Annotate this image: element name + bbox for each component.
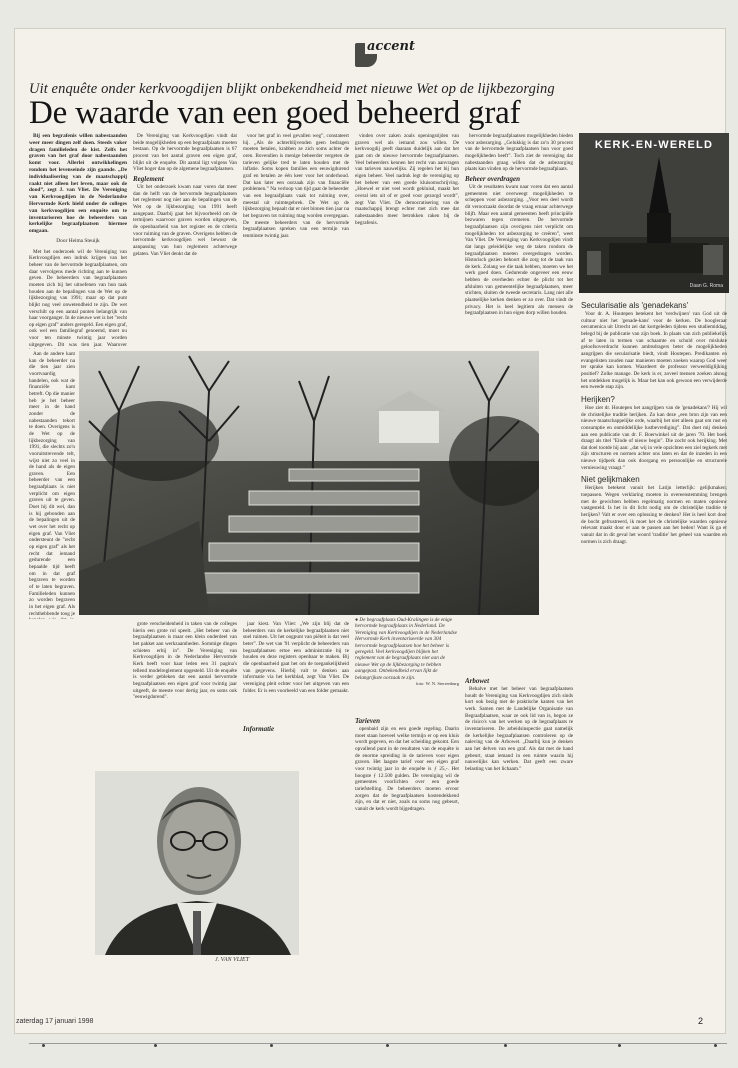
cemetery-photo (79, 351, 539, 615)
footer-date: zaterdag 17 januari 1998 (16, 1018, 94, 1025)
mid-column-3-text-a: jaar kiest. Van Vliet: „We zijn blij dat de beheerders van de kerkelijke begraafplaatsen niet snel ruimen. Uit het oogpunt van piëteit is dat veel beter”. De wet van '91 verplicht de beheerders van begraafplaatsen ertoe een administratie bij te houden en deze registers openbaar te maken. Bij die openbaarheid gaat het om de toegankelijkheid van gegevens. Hierbij valt te denken aan informatie via het kerkblad, zegt Van Vliet. De vereniging pleit echter voor het uitgeven van een folder. Er is een voorbeeld van een folder gemaakt. (243, 621, 349, 694)
sidebar-text-2: Hoe ziet dr. Houtepen het aangrijpen van de 'genadekans'? Hij wil de christelijke traditie herijken. Zo kan deze „een bron zijn van een nieuwe maatschappelijke orde, waarbij het niet alleen gaat om rust en consumptie en onmiddellijke lustbevrediging”. Dat doet mij denken aan een publicatie van dr. F. Boerwinkel uit de jaren '70. Het boek draagt als titel "Einde of nieuw begin". Die zocht ook herijking. Met dat doel tootde hij aan: „dat wij in vele opzichten een ziel tegkerk met zijn structuren en normen achter ons laten en dat de inzeden in een nieuwe tijdperk dan ook doorgang en persoonlijke en structurele vernieuwing vraagt.” (581, 404, 727, 471)
section-logo-text: accent (367, 39, 415, 54)
column-2-text-b: Uit het onderzoek kwam naar voren dat meer dan de helft van de hervormde begraafplaatsen het reglement nog niet aan de bepalingen van de Wet op de lijkbezorging van 1991 heeft aangepast. Daarbij gaat het bijvoorbeeld om de termijnen waarvoor graven worden uitgegeven, de openbaarheid van het register en de criteria voor ruiming van de graven. Overigens hebben de hervormde kerkvoogdijen wel bewust de aanpassing van hun reglement achterwege gelaten. Van Vliet denkt dat de (133, 183, 237, 257)
mid-column-4-text: openbaid zijn en een goede regeling. Daarin moet staan hoeveel welke termijn er op een kluis wordt gegeven, en dat het scheiding gekomt. Een opvallend punt in de resultaten van de enquête is de enorme spreiding in de tarieven voor eigen graven. Het laagste tarief voor een eigen graf voor twintig jaar in de enquête is ƒ 25,-. Het hoogste ƒ 12.500 gulden. De vereniging wil de gemeentes voorlichten over een goede tariefstelling. De beheerders moeten ervoor zorgen dat de begraafplaatsen kostendekkend zijn, en dat er niet, zoals nu soms nog gebeurt, vanuit de kerk wordt bijgedragen. (355, 726, 459, 812)
column-4-text: vinden over zaken zoals openingstijden van graven wel als iemand zou willen. De kerkvoogdij geeft daaraan duidelijk aan dat het gaat om de nieuwe hervormde begraafplaatsen. Veel beheerders kennen het recht van aanvragen van tarieven nauwelijks. Zij regelen het bij hun eigen beheer. Veel nadruk legt de vereniging op het beheer van een goede kluisomschrijving. „Hoewel er niet veel wordt gekluisd, maakt het overal iets uit of er goed voor gezorgd wordt”, zegt Van Vliet. De democratisering van de maatschappij brengt echter met zich mee dat nabestaanden meer betrokken raken bij de begrafenis. (355, 133, 459, 226)
column-5-text: hervormde begraafplaatsen mogelijkheden bieden voor asbezorging. „Gelukkig is dat zo'n 30 procent van de hervormde begraafplaatsen hun voor goed mogelijkheden heeft”. Toch ziet de vereniging dat nabestaanden graag willen dat de asbezorging plaats kan vinden op de hervormde begraafplaats. (465, 133, 573, 173)
column-1-continued (29, 351, 75, 619)
church-illustration (579, 133, 729, 293)
column-2 (133, 133, 237, 349)
column-5-text-b: Uit de resultaten kwam naar voren dat een aantal gemeenten niet overweegt mogelijkheden te scheppen voor asbezorging. „Voor een deel wordt dit veroorzaakt doordat de vraag ernaar achterwege blijft. Maar een aantal gemeenten heeft principiële bezwaren tegen cremeren. De hervormde begraafplaatsen zijn overigens niet verplicht om mogelijkheden tot asbezorging te creëren”, weet Van Vliet. De Vereniging van Kerkvoogdijen vindt dat langs geleidelijke weg de taken rondom de begraafplaatsen moeten overgedragen worden. Historisch gezien behoort die zorg tot de taak van de kerk. Zolang we die taak hebben, moeten we het werk goed doen. Gedurende ongeveer een eeuw hebben de overheden echter de plicht tot het afsluiten van gemeentelijke begraafplaatsen, meer stichten, sluiten de tweede secretaris. Lang niet alle plaatselijke kerken denken er zo over. Dat vindt de privacy. Het is heel legitiem als mensen de begraafplaatsen in hun eigen dorp willen houden. (465, 183, 573, 317)
column-1-text-b: Aan de andere kant kan de beheerder na die tien jaar zien voortvaardig handelen, ook wat de financiële kant betreft. Op die manier heb je het beheer meer in de hand zonder de nabestaanden tekort te doen. Overigens is de Wet op de lijkbezorging van 1991, die slechts zo'n vooruitstrevende telt, wijst niet zo veel in de hand als de eigen graven. Een beheerder van een begraafplaats is niet verplicht om eigen graven uit te geven. Doet hij dit wel, dan is hij gebonden aan de bepalingen uit de wet over het recht op eigen graf. Van Vliet ondersteunt de "recht op eigen graf" als het recht dat iemand gedurende een bepaalde tijd heeft om in dat graf begraven te worden of te laten begraven. Familieleden kunnen zo worden begraven in het eigen graf. Als rechthebbende toog je (29, 351, 75, 617)
registration-dot (386, 1044, 389, 1047)
sidebar-photo (579, 133, 729, 293)
subhead-reglement: Reglement (133, 174, 164, 183)
byline: Door Heima Steuijk (56, 237, 100, 244)
column-4-lower (355, 715, 459, 1041)
registration-dot (270, 1044, 273, 1047)
registration-dot (42, 1044, 45, 1047)
mid-column-2-text: grote verscheidenheid in taken van de colleges hierin een grote rol speelt. „Het beheer van de begraafplaatsen is maar een klein onderdeel van het pakket aan werkzaamheden. Sommige dingen schieten erbij in”. De Vereniging van Kerkvoogdijen in de Nederlandse Hervormde Kerk heeft voor haar leden een 31 pagina's tellend modelreglement opgesteld. Uit de enquête is verder gebleken dat een aantal hervormde begraafplaatsen een eigen graf voor twintig jaar uitgeeft, de meeste voor dertig jaar, en soms ook "eeuwigdurend". (133, 621, 237, 701)
column-1-text: Met het onderzoek wil de Vereniging van Kerkvoogdijen een indruk krijgen van het beheer van de hervormde begraafplaatsen, om daar vervolgens mede richting aan te kunnen geven. De beheerders van begraafplaatsen moeten zich bij het uitoefenen van hun taak houden aan de bepalingen van de Wet op de lijkbezorging van 1991; maar op dat punt blijkt nog veel onwetendheid te zijn. De wet verschilt op een aantal punten belangrijk van haar voorganger. In de nieuwe wet is het "recht op eigen graf" anders geregeld. Een eigen graf, ook wel een familiegraf genoemd, moet nu voor ten minste twintig jaar worden uitgegeven. Dit was tien jaar. Waarover (29, 248, 127, 348)
cemetery-photo-caption (355, 617, 459, 713)
photo-credit: foto: W. N. Sterrenburg (415, 681, 459, 687)
registration-dot (154, 1044, 157, 1047)
column-1 (29, 133, 127, 349)
registration-dot (504, 1044, 507, 1047)
sidebar-title: KERK-EN-WERELD (594, 139, 714, 151)
newspaper-page (14, 28, 726, 1034)
column-4 (355, 133, 459, 349)
sidebar-photo-credit: Daan G. Roma (689, 283, 723, 289)
page-number: 2 (698, 1016, 704, 1026)
column-2-text: De Vereniging van Kerkvoogdijen vindt dat beide mogelijkheden op een begraafplaats moeten bestaan. Op de hervormde begraafplaatsen is 67 procent van het aantal graven een eigen graf, blijkt uit de enquête. Dit aantal ligt volgens Van Vliet hoger dan op de algemene begraafplaatsen. (133, 133, 237, 173)
registration-marks (14, 1044, 724, 1054)
column-3-sub (243, 723, 349, 1043)
article-headline: De waarde van een goed beheerd graf (29, 95, 521, 131)
subhead-informatie: Informatie (243, 725, 275, 733)
subhead-tarieven: Tarieven (355, 717, 381, 725)
column-5-lower (465, 675, 573, 1041)
sidebar-heading-secularisatie: Secularisatie als 'genadekans' (581, 301, 689, 310)
registration-dot (618, 1044, 621, 1047)
sidebar-heading-gelijkmaken: Niet gelijkmaken (581, 475, 640, 485)
sidebar-text-1: Voor dr. A. Houtepen betekent het 'verdwijnen' van God uit de cultuur niet het 'genade-kans' voor de kerken. De hoogleraar oecumenica uit Utrecht zei dat kortgeleden tijdens een studiemiddag, belegd bij de publicatie van zijn boek. In plaats van zich publiekelijk af te laten in termen van schaamte en schuld over mislukte geloofsoverdracht kunnen ambtsdragers beter de mogelijkheden aangrijpen die secularisatie biedt, vindt Houtepen. Predikanten en evangelisten zouden naar manieren moeten zoeken waarop God weer ter sprake kan komen. Waardeert de professor verweeldiglijking positief? Zolke manage. De kerk is er, zoveel mensen zoeken alsnog het ontdekken mogelijk is. Maar het kan ook gewoon een verwijderde een tweede stap zijn. (581, 311, 727, 391)
subhead-beheer: Beheer overdragen (465, 174, 521, 183)
article-kicker: Uit enquête onder kerkvoogdijen blijkt onbekendheid met nieuwe Wet op de lijkbezorging (29, 81, 555, 97)
column-2-lower (133, 621, 237, 721)
sidebar-heading-herijken: Herijken? (581, 394, 615, 404)
column-3 (243, 133, 349, 349)
photo-caption-text: ● De begraafplaats Oud-Kralingen is de enige hervormde begraafplaats in Nederland. De Vereniging van Kerkvoogdijen in de Nederlandse Hervormde Kerk inventariseerde van 304 hervormde begraafplaatsen hoe het beheer is geregeld. Veel kerkvoogdijen blijken het reglement van de begraafplaats niet aan de nieuwe Wet op de lijkbezorging te hebben aangepast. Onbekendheid ervan lijkt de belangrijkste oorzaak te zijn. (355, 617, 457, 681)
mid-column-5-text: Behalve met het beheer van begraafplaatsen houdt de Vereniging van Kerkvoogdijen zich sinds kort ook bezig met de praktische kanten van het werk. Samen met de Landelijke Organisatie van Begraafplaatsen, waar ze ook lid van is, begon ze de risico's van het werken op de begraafplaats te inventariseren. De arbeidsinspectie gaat namelijk de kerkelijke begraafplaatsen controleren op de naleving van de Arbowet. „Daarbij kun je denken aan het delven van een graf. Als dat met de hand gebeurt, staat iemand in een ruimte waarin hij nauwelijks kan werken. Dat geeft een zware belasting van het lichaam.” (465, 686, 573, 772)
registration-dot (714, 1044, 717, 1047)
sidebar-text-3: Herijken betekent vanuit het Latijn letterlijk: gelijkmaken; toepassen. Wegen verklaring moeten in overeenstemming brengen met de gewichten hebben regelmatig normen en maten opnieuw vastgesteld. Is het in dit licht nodig om de christelijke traditie te herijken? Valt er over een oplossing te denken? Het is heel kort door de bocht gefrustreerd, ik moet het de christelijke waarden opnieuw relevant maakt door er aan te passen aan het heden! Want ik ga er vanuit dat in dit geval het woord 'traditie' het geheel van waarden en normen is zich draagt. (581, 485, 727, 545)
column-3-text: voor het graf in veel gevallen weg”, constateert hij. „Als de achterblijvenden geen bedragen moeten betalen, krabben ze zich soms achter de oren. Bovendien is menige beheerder vergeten de tarieven gelijke tred te laten houden met de inflatie. Soms kopen families een eeuwigdurend graf en betalen ze één keer voor het onderhoud. Dat kan later een oorzaak zijn van financiële problemen.” Na verloop van tijd gaat de beheerder van een begraafplaats vaak tot ruiming over, meestal uit ruimtegebrek. De Wet op de lijkbezorging bepaalt dat er niet binnen tien jaar na het begraven tot ruiming mag worden overgegaan. De meeste beheerders van de hervormde begraafplaatsen spreken van een termijn van tenminste twintig jaar. (243, 133, 349, 239)
cemetery-photo-illustration (79, 351, 539, 615)
column-3-lower (243, 621, 349, 721)
subhead-arbowet: Arbowet (465, 677, 490, 685)
article-lead: Bij een begrafenis willen nabestaanden weer meer dingen zelf doen. Steeds vaker dragen familieleden de kist. Zelfs het graven van het graf door nabestaanden komt voor. Allerlei ontwikkelingen rondom het levenseinde zijn gaande. „De individualisering van de maatschappij raakt niet alleen het leven, maar ook de dood”, zegt J. van Vliet. De Vereniging van Kerkvoogdijen in de Nederlandse Hervormde Kerk hield onder de colleges van kerkvoogdijen een enquête om te inventariseren hoe de beheerders van kerkelijke begraafplaatsen hiermee omgaan. (29, 133, 127, 235)
accent-logo (351, 29, 417, 67)
portrait-caption: J. VAN VLIET (215, 957, 250, 963)
sidebar-column (581, 297, 727, 1039)
